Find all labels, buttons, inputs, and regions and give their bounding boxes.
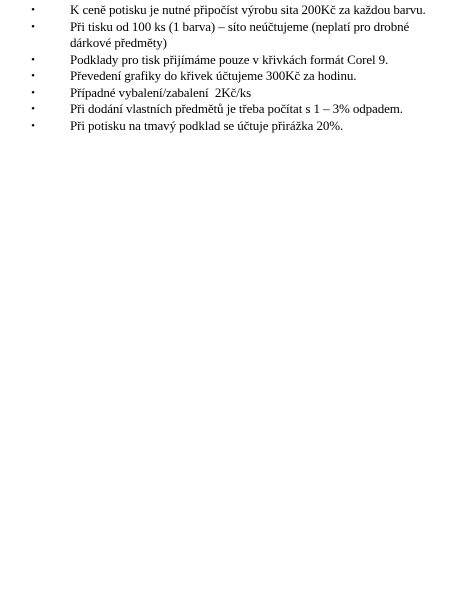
bullet-icon: • (31, 20, 35, 33)
bullet-icon: • (31, 103, 35, 115)
list-item-text: Při dodání vlastních předmětů je třeba počítat s 1 – 3% odpadem. (70, 101, 403, 116)
list-item (28, 118, 448, 135)
bullet-icon: • (31, 53, 35, 66)
list-item-text: Při tisku od 100 ks (1 barva) – síto neúčtujeme (neplatí pro drobné dárkové předměty) (70, 18, 410, 50)
bullet-icon: • (31, 86, 35, 99)
list-item-text: Při potisku na tmavý podklad se účtuje přirážka 20%. (70, 117, 344, 133)
list-item (28, 19, 448, 52)
list-item (28, 85, 448, 102)
list-item-text: Případné vybalení/zabalení 2Kč/ks (70, 84, 252, 100)
list-item (28, 101, 448, 118)
bullet-icon: • (31, 4, 35, 16)
pricing-notes-list (28, 2, 448, 134)
list-item (28, 68, 448, 85)
list-item-text: Převedení grafiky do křivek účtujeme 300Kč za hodinu. (70, 68, 357, 83)
list-item-text: K ceně potisku je nutné připočíst výrobu sita 200Kč za každou barvu. (70, 2, 426, 17)
list-item-text: Podklady pro tisk přijímáme pouze v křivkách formát Corel 9. (70, 51, 389, 67)
list-item (28, 52, 448, 69)
bullet-icon: • (31, 70, 35, 82)
bullet-icon: • (31, 119, 35, 132)
list-item (28, 2, 448, 19)
